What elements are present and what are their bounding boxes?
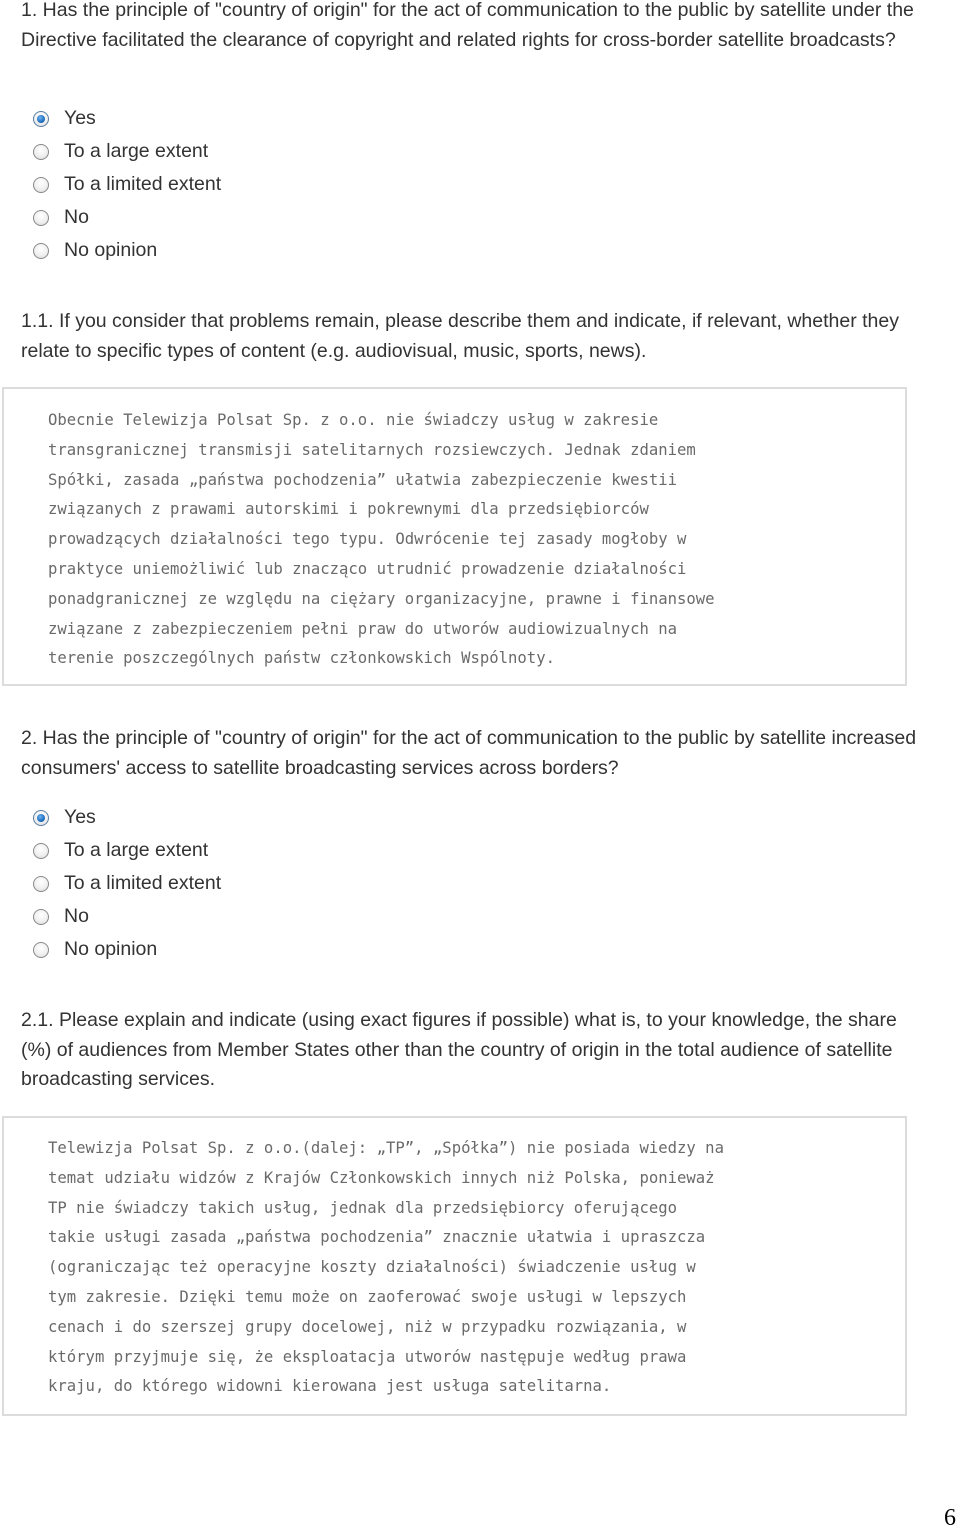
question-2-option-large-extent[interactable] xyxy=(33,834,221,867)
radio-unchecked-icon[interactable] xyxy=(33,843,49,859)
question-1-options xyxy=(33,102,221,267)
option-label: No opinion xyxy=(64,239,158,261)
answer-text: Telewizja Polsat Sp. z o.o.(dalej: „TP”, „Spółka”) nie posiada wiedzy na temat udziału widzów z Krajów Członkowskich innych niż Polska, ponieważ TP nie świadczy takich usług, jednak dla przedsiębiorcy oferującego takie usługi zasada „państwa pochodzenia” znacznie ułatwia i upraszcza (ograniczając też operacyjne koszty działalności) świadczenie usług w tym zakresie. Dzięki temu może on zaoferować swoje usługi w lepszych cenach i do szerszej grupy docelowej, niż w przypadku rozwiązania, w którym przyjmuje się, że eksploatacja utworów następuje według prawa kraju, do którego widowni kierowana jest usługa satelitarna. xyxy=(48,1139,724,1396)
radio-checked-icon[interactable] xyxy=(33,111,49,127)
radio-unchecked-icon[interactable] xyxy=(33,144,49,160)
question-2-option-limited-extent[interactable] xyxy=(33,867,221,900)
answer-text: Obecnie Telewizja Polsat Sp. z o.o. nie świadczy usług w zakresie transgranicznej transmisji satelitarnych rozsiewczych. Jednak zdaniem Spółki, zasada „państwa pochodzenia” ułatwia zabezpieczenie kwestii związanych z prawami autorskimi i pokrewnymi dla przedsiębiorców prowadzących działalności tego typu. Odwrócenie tej zasady mogłoby w praktyce uniemożliwić lub znacząco utrudnić prowadzenie działalności ponadgranicznej ze względu na ciężary organizacyjne, prawne i finansowe związane z zabezpieczeniem pełni praw do utworów audiowizualnych na terenie poszczególnych państw członkowskich Wspólnoty. xyxy=(48,411,715,668)
option-label: To a large extent xyxy=(64,839,209,861)
option-label: To a limited extent xyxy=(64,173,222,195)
radio-unchecked-icon[interactable] xyxy=(33,909,49,925)
option-label: To a limited extent xyxy=(64,872,222,894)
option-label: No xyxy=(64,905,89,927)
question-1-option-yes[interactable] xyxy=(33,102,221,135)
radio-unchecked-icon[interactable] xyxy=(33,876,49,892)
question-2-text: 2. Has the principle of "country of origin" for the act of communication to the public by satellite increased consumers' access to satellite broadcasting services across borders? xyxy=(21,727,917,779)
option-label: No xyxy=(64,206,89,228)
option-label: No opinion xyxy=(64,938,158,960)
option-label: To a large extent xyxy=(64,140,209,162)
question-1-text: 1. Has the principle of "country of origin" for the act of communication to the public by satellite under the Directive facilitated the clearance of copyright and related rights for cross-border satellite broadcasts? xyxy=(21,0,914,51)
question-1-1-text: 1.1. If you consider that problems remain, please describe them and indicate, if relevant, whether they relate to specific types of content (e.g. audiovisual, music, sports, news). xyxy=(21,310,899,362)
question-2-option-yes[interactable] xyxy=(33,801,221,834)
page-number: 6 xyxy=(944,1505,956,1531)
question-1-option-no[interactable] xyxy=(33,201,221,234)
question-2-option-no-opinion[interactable] xyxy=(33,933,221,966)
option-label: Yes xyxy=(64,107,96,129)
question-2-1-text: 2.1. Please explain and indicate (using exact figures if possible) what is, to your knowledge, the share (%) of audiences from Member States other than the country of origin in the total audience of satellite broadcasting services. xyxy=(21,1009,897,1091)
question-2-option-no[interactable] xyxy=(33,900,221,933)
question-1-1-answer-field[interactable] xyxy=(2,387,907,686)
radio-unchecked-icon[interactable] xyxy=(33,210,49,226)
question-1-option-no-opinion[interactable] xyxy=(33,234,221,267)
radio-unchecked-icon[interactable] xyxy=(33,942,49,958)
radio-unchecked-icon[interactable] xyxy=(33,243,49,259)
question-2-1-answer-field[interactable] xyxy=(2,1116,907,1416)
question-1-option-large-extent[interactable] xyxy=(33,135,221,168)
radio-unchecked-icon[interactable] xyxy=(33,177,49,193)
option-label: Yes xyxy=(64,806,96,828)
radio-checked-icon[interactable] xyxy=(33,810,49,826)
question-1-option-limited-extent[interactable] xyxy=(33,168,221,201)
question-2-options xyxy=(33,801,221,966)
